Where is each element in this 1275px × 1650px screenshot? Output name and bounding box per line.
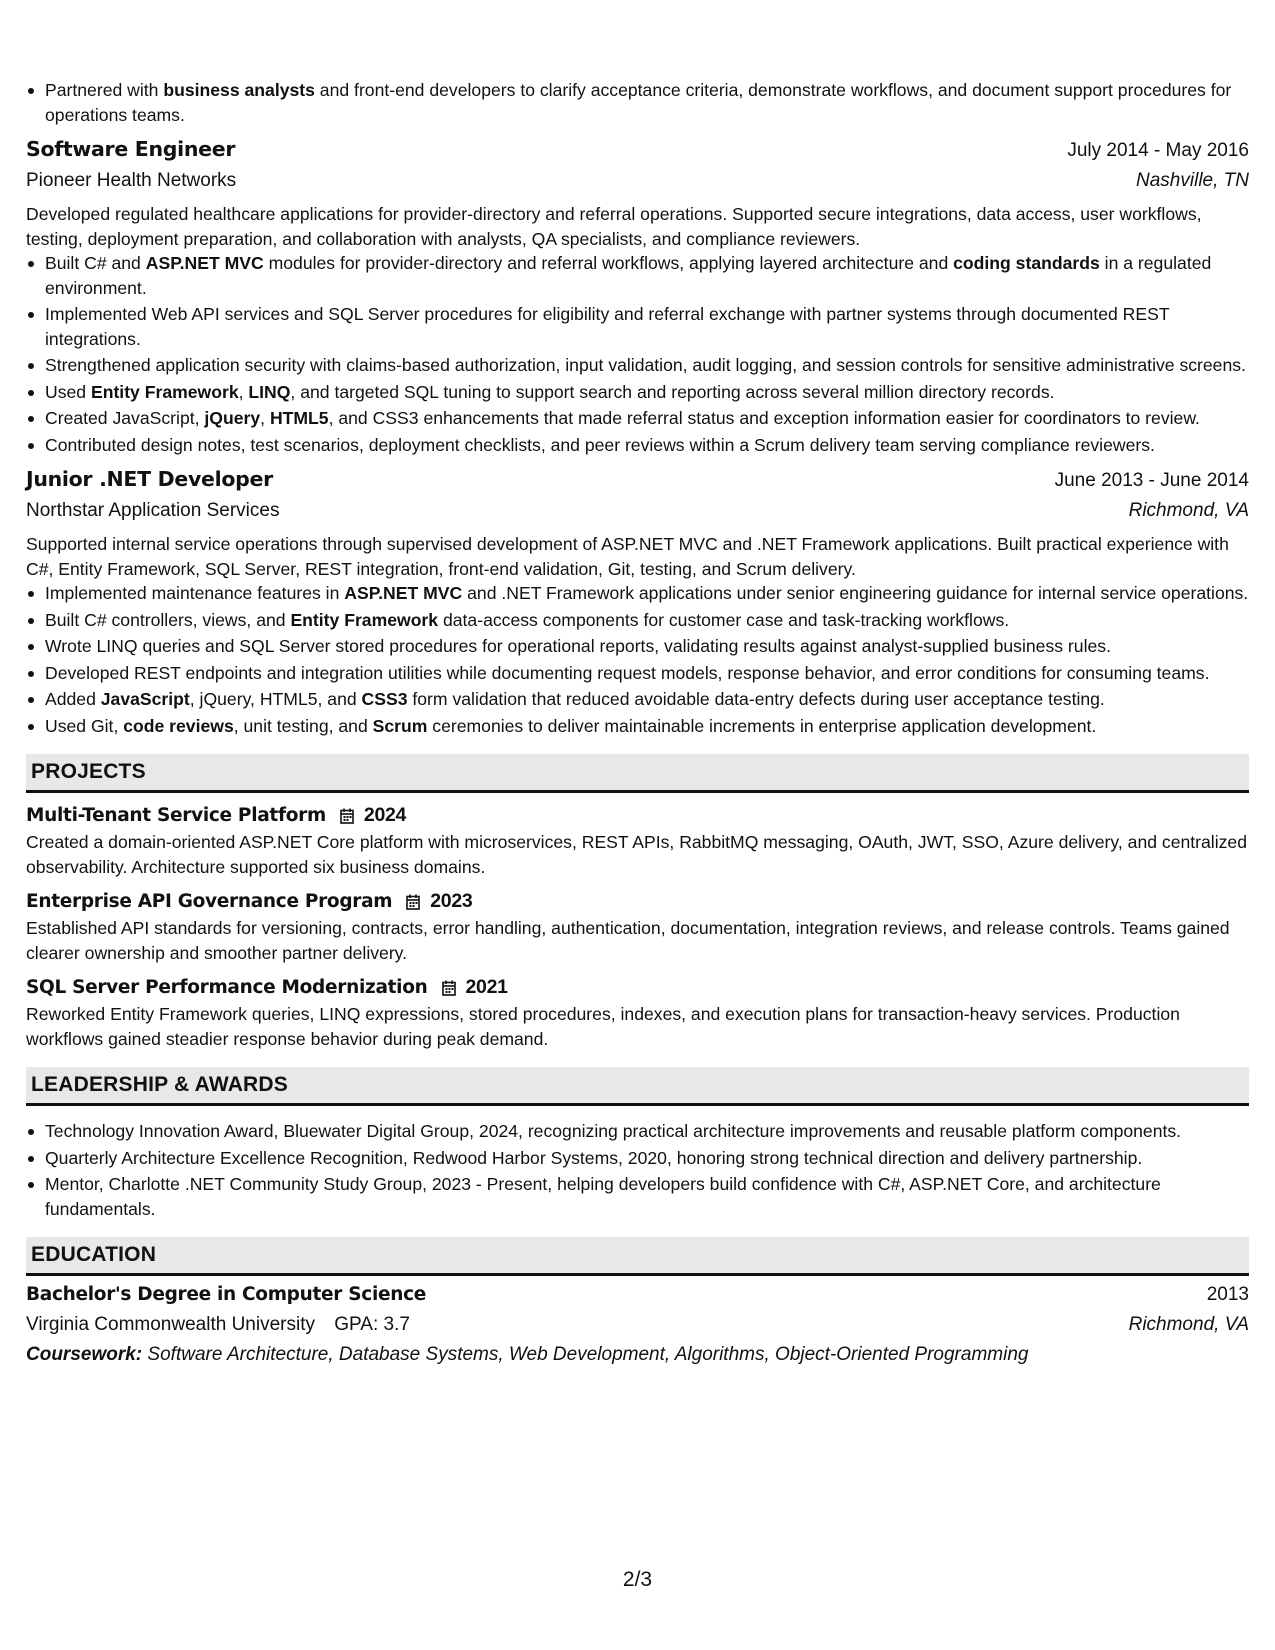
bullet-text: Implemented maintenance features in bbox=[45, 583, 345, 603]
bullet-text: and .NET Framework applications under senior engineering guidance for internal service operations. bbox=[462, 583, 1249, 603]
bold-keyword: ASP.NET MVC bbox=[344, 583, 463, 603]
coursework bbox=[26, 1344, 1249, 1366]
project-name: SQL Server Performance Modernization bbox=[26, 977, 428, 998]
bullet-item bbox=[45, 581, 1249, 606]
bullet-text: form validation that reduced avoidable data-entry defects during user acceptance testing. bbox=[407, 689, 1105, 709]
bullet-text: Developed REST endpoints and integration utilities while documenting request models, response behavior, and error conditions for consuming teams. bbox=[45, 662, 1210, 683]
bullet-text: modules for provider-directory and referral workflows, applying layered architecture and bbox=[263, 253, 954, 273]
bold-keyword: ASP.NET MVC bbox=[145, 253, 264, 273]
bullet-item bbox=[45, 634, 1249, 659]
bullet-text: Built C# and bbox=[45, 253, 146, 273]
bullet-text: Created JavaScript, bbox=[45, 408, 205, 428]
bold-keyword: CSS3 bbox=[361, 689, 408, 709]
project-year: 2023 bbox=[430, 890, 473, 912]
job-title: Software Engineer bbox=[26, 137, 236, 161]
bullet-text: Used Git, bbox=[45, 715, 124, 736]
job-bullets bbox=[26, 581, 1249, 738]
degree-name: Bachelor's Degree in Computer Science bbox=[26, 1284, 427, 1305]
job-location: Richmond, VA bbox=[1128, 500, 1249, 521]
awards-list bbox=[26, 1119, 1249, 1221]
bullet-item bbox=[45, 380, 1249, 405]
job-description: Supported internal service operations through supervised development of ASP.NET MVC and .NET Framework applications. Built practical experience with C#, Entity Framework, SQL Server, REST integration, front-end validation, Git, testing, and Scrum delivery. bbox=[26, 534, 1229, 579]
job-location: Nashville, TN bbox=[1136, 170, 1249, 191]
project-entry bbox=[26, 887, 1249, 965]
award-item: Quarterly Architecture Excellence Recognition, Redwood Harbor Systems, 2020, honoring strong technical direction and delivery partnership. bbox=[45, 1146, 1249, 1171]
school-name: Virginia Commonwealth University bbox=[26, 1314, 315, 1335]
bullet-item bbox=[45, 406, 1249, 431]
project-description: Created a domain-oriented ASP.NET Core platform with microservices, REST APIs, RabbitMQ messaging, OAuth, JWT, SSO, Azure delivery, and centralized observability. Architecture supported six business domains. bbox=[26, 832, 1247, 877]
section-title: EDUCATION bbox=[31, 1243, 157, 1266]
job-dates: July 2014 - May 2016 bbox=[1067, 140, 1249, 161]
calendar-icon bbox=[406, 894, 420, 910]
job-bullets bbox=[26, 251, 1249, 457]
bullet-text: Implemented Web API services and SQL Server procedures for eligibility and referral exchange with partner systems through documented REST integrations. bbox=[45, 304, 1170, 349]
bold-keyword: jQuery bbox=[204, 408, 261, 428]
job-entry bbox=[26, 467, 1249, 738]
coursework-list: Software Architecture, Database Systems, Web Development, Algorithms, Object-Oriented Programming bbox=[147, 1344, 1029, 1365]
bullet-text: , jQuery, HTML5, and bbox=[189, 689, 362, 709]
school-location: Richmond, VA bbox=[1128, 1314, 1249, 1335]
section-title: LEADERSHIP & AWARDS bbox=[31, 1073, 288, 1096]
bullet-item bbox=[45, 302, 1249, 351]
bold-keyword: Scrum bbox=[372, 715, 428, 736]
bullet-item bbox=[45, 661, 1249, 686]
bullet-text: , and CSS3 enhancements that made referral status and exception information easier for coordinators to review. bbox=[328, 408, 1200, 428]
bold-keyword: coding standards bbox=[953, 253, 1100, 273]
bold-keyword: code reviews bbox=[123, 715, 234, 736]
bullet-text: and front-end developers to clarify acceptance criteria, demonstrate workflows, and document support procedures for operations teams. bbox=[45, 80, 1232, 125]
section-title: PROJECTS bbox=[31, 760, 146, 783]
bold-keyword: JavaScript bbox=[100, 689, 190, 709]
section-header-leadership-awards bbox=[26, 1067, 1249, 1106]
company-name: Northstar Application Services bbox=[26, 500, 280, 521]
bullet-item bbox=[45, 353, 1249, 378]
graduation-year: 2013 bbox=[1206, 1284, 1249, 1305]
bullet-text: data-access components for customer case and task-tracking workflows. bbox=[438, 609, 1010, 630]
project-name: Enterprise API Governance Program bbox=[26, 891, 393, 912]
bullet-text: Used bbox=[45, 381, 91, 402]
project-description: Established API standards for versioning, contracts, error handling, authentication, documentation, integration reviews, and release controls. Teams gained clearer ownership and smoother partner delivery. bbox=[26, 918, 1230, 963]
project-entry bbox=[26, 801, 1249, 879]
section-header-education bbox=[26, 1237, 1249, 1276]
bullet-text: ceremonies to deliver maintainable increments in enterprise application development. bbox=[427, 715, 1097, 736]
company-name: Pioneer Health Networks bbox=[26, 170, 237, 191]
bullet-text: , and targeted SQL tuning to support search and reporting across several million directory records. bbox=[290, 381, 1055, 402]
calendar-icon bbox=[340, 808, 354, 824]
bullet-text: , bbox=[260, 408, 270, 428]
bullet-text: , bbox=[238, 381, 249, 402]
bullet-text: Strengthened application security with claims-based authorization, input validation, audit logging, and session controls for sensitive administrative screens. bbox=[45, 355, 1246, 375]
calendar-icon bbox=[442, 980, 456, 996]
project-entry bbox=[26, 973, 1249, 1051]
bold-keyword: Entity Framework bbox=[90, 381, 239, 402]
bold-keyword: HTML5 bbox=[269, 408, 329, 428]
page-number: 2/3 bbox=[622, 1568, 653, 1591]
bullet-item bbox=[45, 608, 1249, 633]
bullet-text: , unit testing, and bbox=[233, 715, 373, 736]
bullet-item bbox=[45, 78, 1249, 127]
bullet-item bbox=[45, 251, 1249, 300]
bullet-text: Added bbox=[45, 689, 101, 709]
bullet-text: Built C# controllers, views, and bbox=[45, 609, 291, 630]
bullet-item bbox=[45, 687, 1249, 712]
bold-keyword: LINQ bbox=[248, 381, 291, 402]
award-item: Technology Innovation Award, Bluewater Digital Group, 2024, recognizing practical architecture improvements and reusable platform components. bbox=[45, 1119, 1249, 1144]
gpa: GPA: 3.7 bbox=[334, 1314, 410, 1335]
coursework-label: Coursework: bbox=[26, 1344, 143, 1365]
award-item: Mentor, Charlotte .NET Community Study Group, 2023 - Present, helping developers build confidence with C#, ASP.NET Core, and architecture fundamentals. bbox=[45, 1172, 1249, 1221]
bullet-text: Wrote LINQ queries and SQL Server stored procedures for operational reports, validating results against analyst-supplied business rules. bbox=[45, 636, 1111, 656]
bullet-text: Partnered with bbox=[45, 80, 164, 100]
bullet-text: in a regulated environment. bbox=[45, 253, 1212, 298]
project-description: Reworked Entity Framework queries, LINQ expressions, stored procedures, indexes, and execution plans for transaction-heavy services. Production workflows gained steadier response behavior during peak demand. bbox=[26, 1004, 1180, 1049]
job-entry bbox=[26, 137, 1249, 457]
project-year: 2021 bbox=[465, 976, 508, 998]
bold-keyword: business analysts bbox=[163, 80, 315, 100]
job-dates: June 2013 - June 2014 bbox=[1054, 470, 1249, 491]
project-name: Multi-Tenant Service Platform bbox=[26, 805, 326, 826]
project-year: 2024 bbox=[363, 804, 407, 826]
previous-job-bullets bbox=[26, 78, 1249, 127]
section-header-projects bbox=[26, 754, 1249, 793]
job-title: Junior .NET Developer bbox=[26, 467, 273, 491]
bullet-item bbox=[45, 433, 1249, 458]
job-description: Developed regulated healthcare applications for provider-directory and referral operations. Supported secure integrations, data access, user workflows, testing, deployment preparation, and collaboration with analysts, QA specialists, and compliance reviewers. bbox=[26, 204, 1202, 249]
bold-keyword: Entity Framework bbox=[290, 609, 439, 630]
resume-page bbox=[26, 0, 1249, 1366]
bullet-text: Contributed design notes, test scenarios, deployment checklists, and peer reviews within a Scrum delivery team serving compliance reviewers. bbox=[45, 434, 1155, 455]
bullet-item bbox=[45, 714, 1249, 739]
